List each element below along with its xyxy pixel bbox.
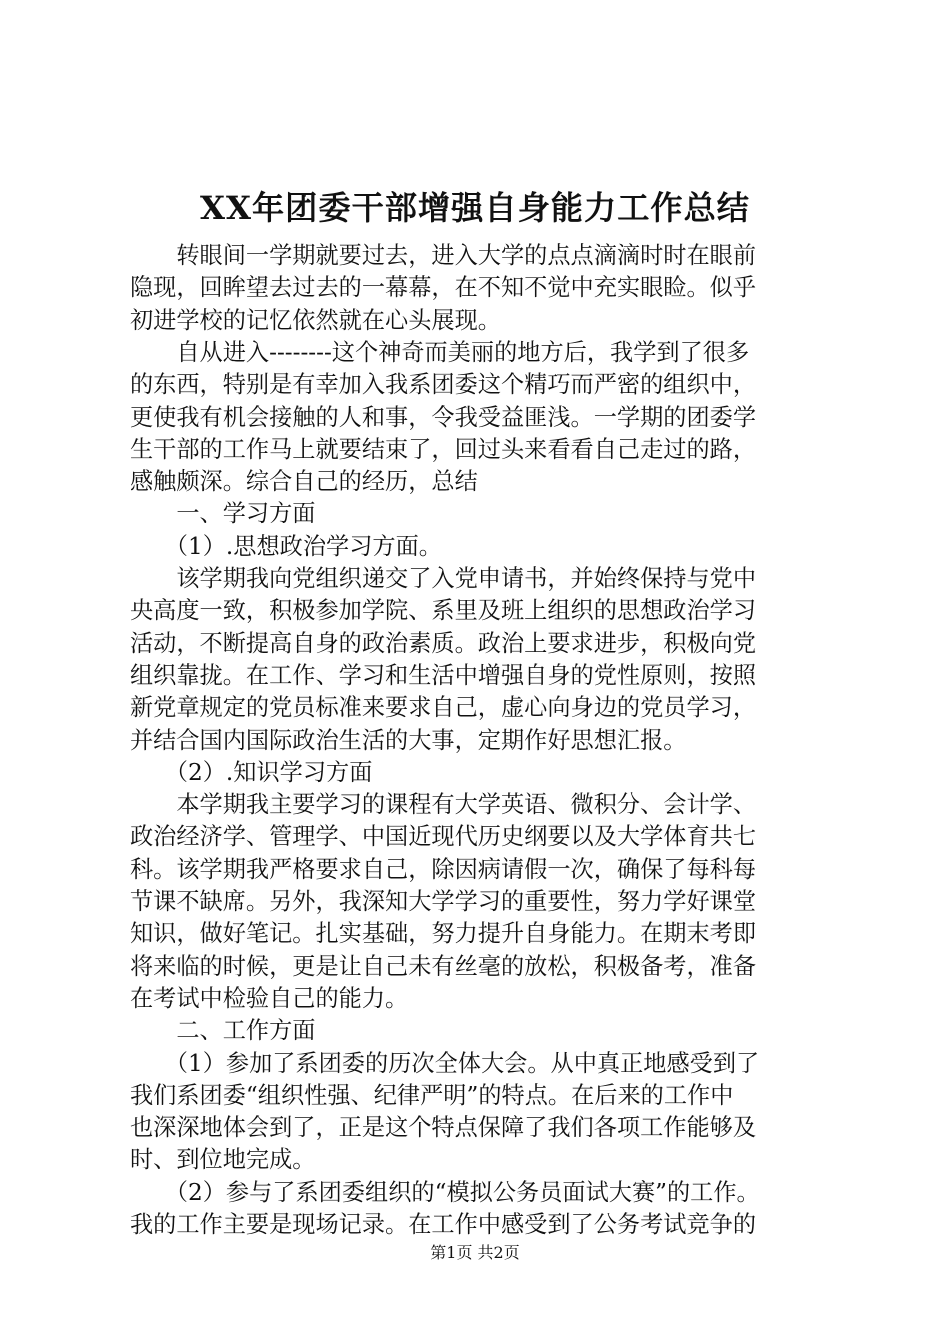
body-text-line: （2）参与了系团委组织的“模拟公务员面试大赛”的工作。	[130, 1178, 760, 1206]
body-text-line: 该学期我向党组织递交了入党申请书，并始终保持与党中	[130, 565, 757, 592]
body-text-line: 生干部的工作马上就要结束了，回过头来看看自己走过的路，	[130, 435, 757, 463]
body-text-line: 并结合国内国际政治生活的大事，定期作好思想汇报。	[130, 726, 687, 754]
body-text-line: 科。该学期我严格要求自己，除因病请假一次，确保了每科每	[130, 855, 757, 883]
body-text-line: 一、学习方面	[130, 500, 316, 528]
body-text-line: 知识，做好笔记。扎实基础，努力提升自身能力。在期末考即	[130, 920, 757, 948]
body-text-line: 转眼间一学期就要过去，进入大学的点点滴滴时时在眼前	[130, 242, 757, 269]
body-text-line: 自从进入--------这个神奇而美丽的地方后，我学到了很多	[130, 338, 750, 366]
body-text-line: 也深深地体会到了，正是这个特点保障了我们各项工作能够及	[130, 1114, 757, 1142]
body-text-line: （1）参加了系团委的历次全体大会。从中真正地感受到了	[130, 1049, 760, 1077]
body-text-line: 本学期我主要学习的课程有大学英语、微积分、会计学、	[130, 791, 757, 819]
body-text-line: 政治经济学、管理学、中国近现代历史纲要以及大学体育共七	[130, 823, 757, 851]
body-text-line: 新党章规定的党员标准来要求自己，虚心向身边的党员学习，	[130, 694, 757, 722]
body-text-line: 我们系团委“组织性强、纪律严明”的特点。在后来的工作中	[130, 1081, 734, 1109]
body-text-line: 时、到位地完成。	[130, 1146, 316, 1174]
body-text-line: 节课不缺席。另外，我深知大学学习的重要性，努力学好课堂	[130, 888, 757, 915]
body-text-line: （1）.思想政治学习方面。	[130, 532, 442, 560]
body-text-line: 感触颇深。综合自己的经历，总结	[130, 468, 478, 496]
page-footer: 第1页 共2页	[430, 1243, 520, 1262]
body-text-line: 二、工作方面	[130, 1017, 316, 1045]
body-text-line: 更使我有机会接触的人和事，令我受益匪浅。一学期的团委学	[130, 403, 757, 431]
body-text-line: 隐现，回眸望去过去的一幕幕，在不知不觉中充实眼睑。似乎	[130, 274, 757, 302]
body-text-line: 我的工作主要是现场记录。在工作中感受到了公务考试竞争的	[130, 1211, 757, 1238]
body-text-line: 将来临的时候，更是让自己未有丝毫的放松，积极备考，准备	[130, 952, 757, 980]
body-text-line: （2）.知识学习方面	[130, 758, 373, 786]
body-text-line: 初进学校的记忆依然就在心头展现。	[130, 306, 501, 334]
body-text-line: 央高度一致，积极参加学院、系里及班上组织的思想政治学习	[130, 597, 757, 625]
body-text-line: 活动，不断提高自身的政治素质。政治上要求进步，积极向党	[130, 629, 757, 657]
document-title: XX年团委干部增强自身能力工作总结	[199, 189, 751, 227]
body-text-line: 在考试中检验自己的能力。	[130, 984, 409, 1012]
body-text-line: 的东西，特别是有幸加入我系团委这个精巧而严密的组织中，	[130, 371, 757, 399]
body-text-line: 组织靠拢。在工作、学习和生活中增强自身的党性原则，按照	[130, 661, 757, 689]
